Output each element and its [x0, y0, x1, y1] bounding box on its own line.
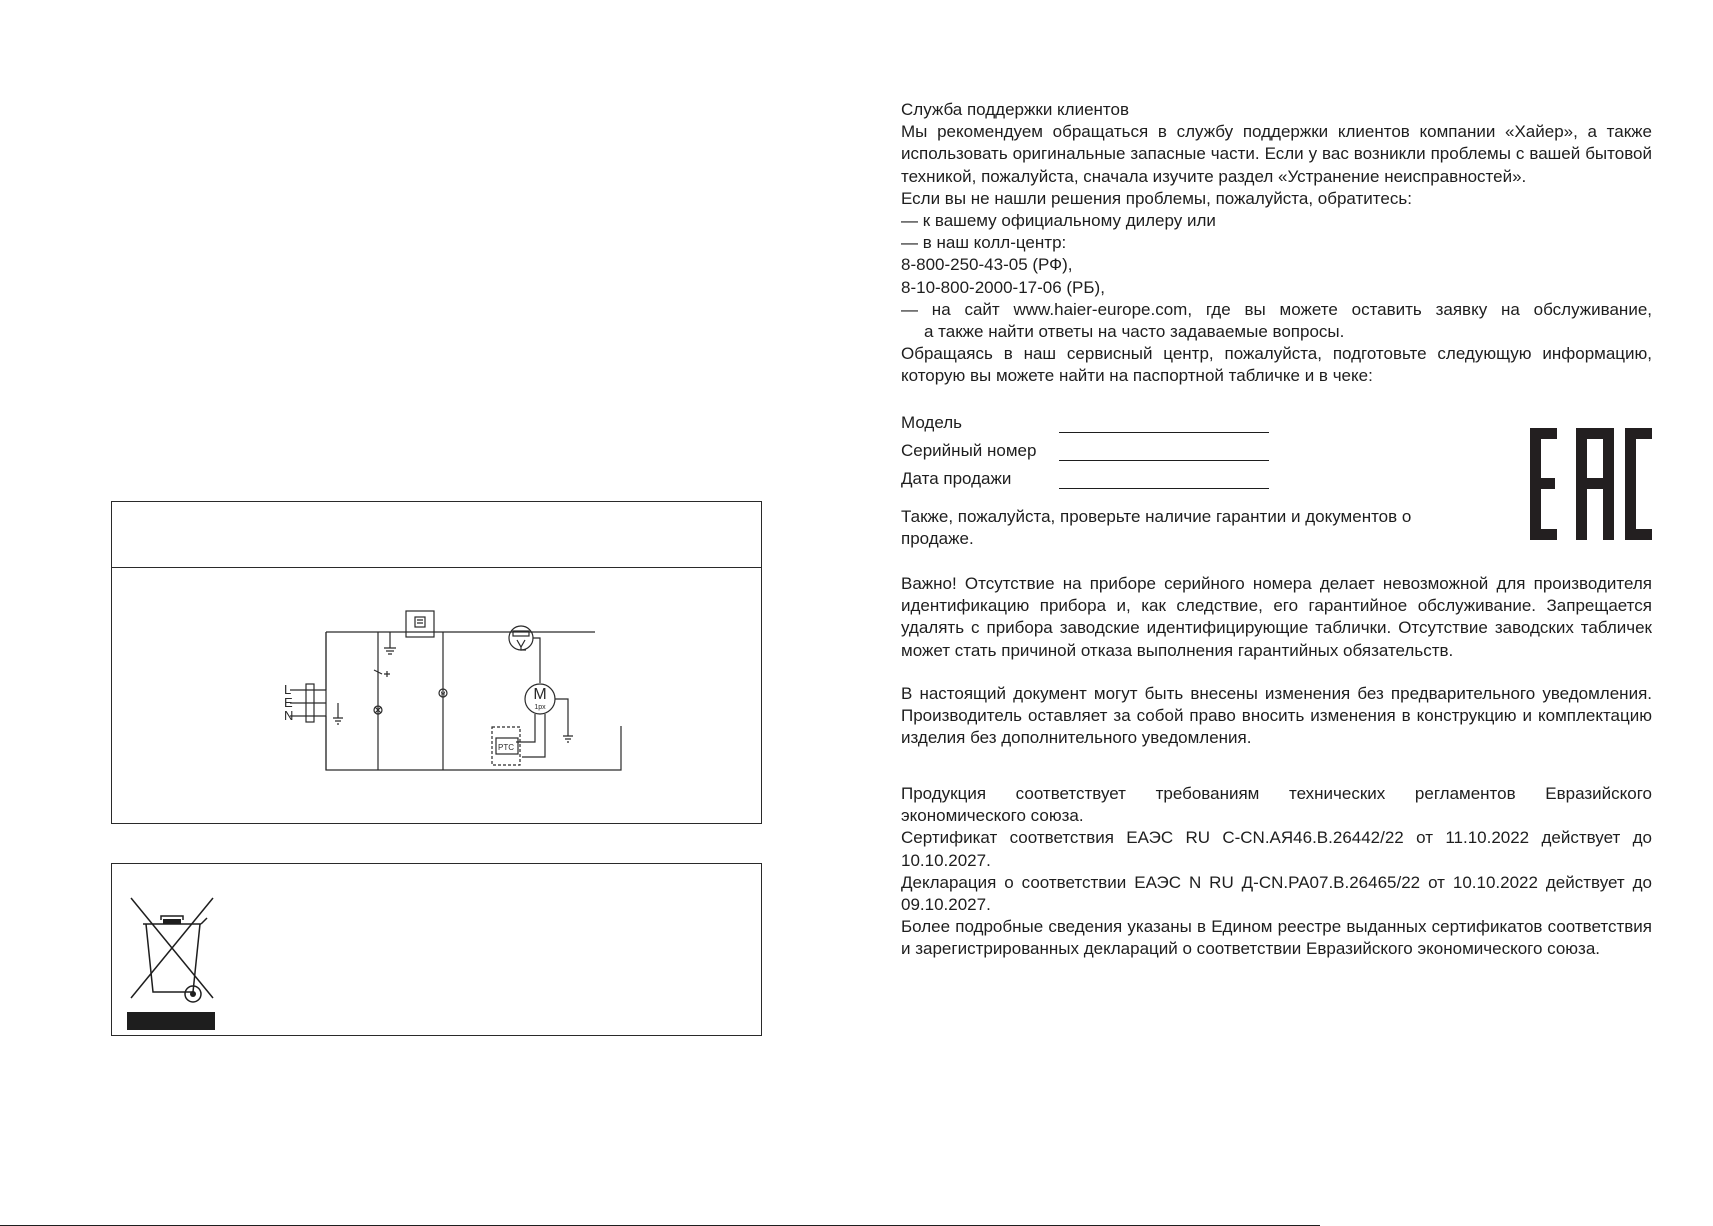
- model-blank-line: [1059, 432, 1269, 433]
- site-line-1: — на сайт www.haier-europe.com, где вы можете оставить заявку на обслуживание,: [901, 299, 1652, 319]
- dealer-line: — к вашему официальному дилеру или: [901, 211, 1216, 231]
- wiring-label-n: N: [284, 708, 294, 723]
- changes-section: [901, 683, 1652, 750]
- fan-motor-label: M: [440, 692, 446, 698]
- changes-text: В настоящий документ могут быть внесены изменения без предварительного уведомления. Производитель оставляет за собой право вносить изменения в конструкцию и комплектацию изделия без дополнительного уведомления.: [901, 684, 1652, 748]
- eac-logo: [1530, 428, 1652, 540]
- certificate-text: Сертификат соответствия ЕАЭС RU С-CN.АЯ46.В.26442/22 от 11.10.2022 действует до 10.10.2027.: [901, 828, 1652, 870]
- wiring-diagram: [112, 568, 761, 823]
- compressor-label: M: [533, 686, 547, 703]
- check-docs: [901, 506, 1441, 550]
- weee-disposal-box: [111, 863, 762, 1036]
- wiring-box-header: [112, 502, 761, 568]
- serial-label: Серийный номер: [901, 441, 1037, 460]
- support-heading: Служба поддержки клиентов: [901, 100, 1130, 119]
- serial-blank-line: [1059, 460, 1269, 461]
- sale-date-label: Дата продажи: [901, 469, 1012, 488]
- callcenter-line: — в наш колл-центр:: [901, 233, 1067, 253]
- compliance-p1: Продукция соответствует требованиям технических регламентов Евразийского экономического союза.: [901, 784, 1652, 826]
- support-intro: Мы рекомендуем обращаться в службу поддержки клиентов компании «Хайер», а также использовать оригинальные запасные части. Если у вас возникли проблемы с вашей бытовой техникой, пожалуйста, сначала изучите раздел «Устранение неисправностей».: [901, 122, 1652, 186]
- prepare-info: Обращаясь в наш сервисный центр, пожалуйста, подготовьте следующую информацию, которую вы можете найти на паспортной табличке и в чеке:: [901, 344, 1652, 386]
- contact-intro: Если вы не нашли решения проблемы, пожалуйста, обратитесь:: [901, 188, 1412, 208]
- crossed-bin-icon: [121, 880, 221, 1030]
- support-section: [901, 99, 1652, 388]
- important-text: Важно! Отсутствие на приборе серийного номера делает невозможной для производителя идентификацию прибора и, как следствие, его гарантийное обслуживание. Запрещается удалять с прибора заводские идентифицирующие таблички. Отсутствие заводских табличек может стать причиной отказа выполнения гарантийных обязательств.: [901, 574, 1652, 660]
- model-label: Модель: [901, 413, 963, 432]
- wiring-label-l: L: [284, 682, 292, 697]
- compressor-sub-label: 1рх: [534, 704, 546, 711]
- ptc-label: PTC: [498, 743, 514, 752]
- important-section: [901, 573, 1652, 662]
- phone-rf: 8-800-250-43-05 (РФ),: [901, 255, 1073, 275]
- registry-text: Более подробные сведения указаны в Едином реестре выданных сертификатов соответствия и зарегистрированных деклараций о соответствии Евразийского экономического союза.: [901, 917, 1652, 959]
- site-line-2: а также найти ответы на часто задаваемые вопросы.: [924, 322, 1345, 342]
- wiring-label-e: E: [284, 695, 293, 710]
- declaration-text: Декларация о соответствии ЕАЭС N RU Д-CN.PA07.B.26465/22 от 10.10.2022 действует до 09.10.2027.: [901, 872, 1652, 915]
- wiring-diagram-box: [111, 501, 762, 824]
- check-docs-text: Также, пожалуйста, проверьте наличие гарантии и документов о продаже.: [901, 507, 1412, 549]
- phone-rb: 8-10-800-2000-17-06 (РБ),: [901, 277, 1105, 297]
- compliance-section: [901, 783, 1652, 961]
- sale-date-blank-line: [1059, 488, 1269, 489]
